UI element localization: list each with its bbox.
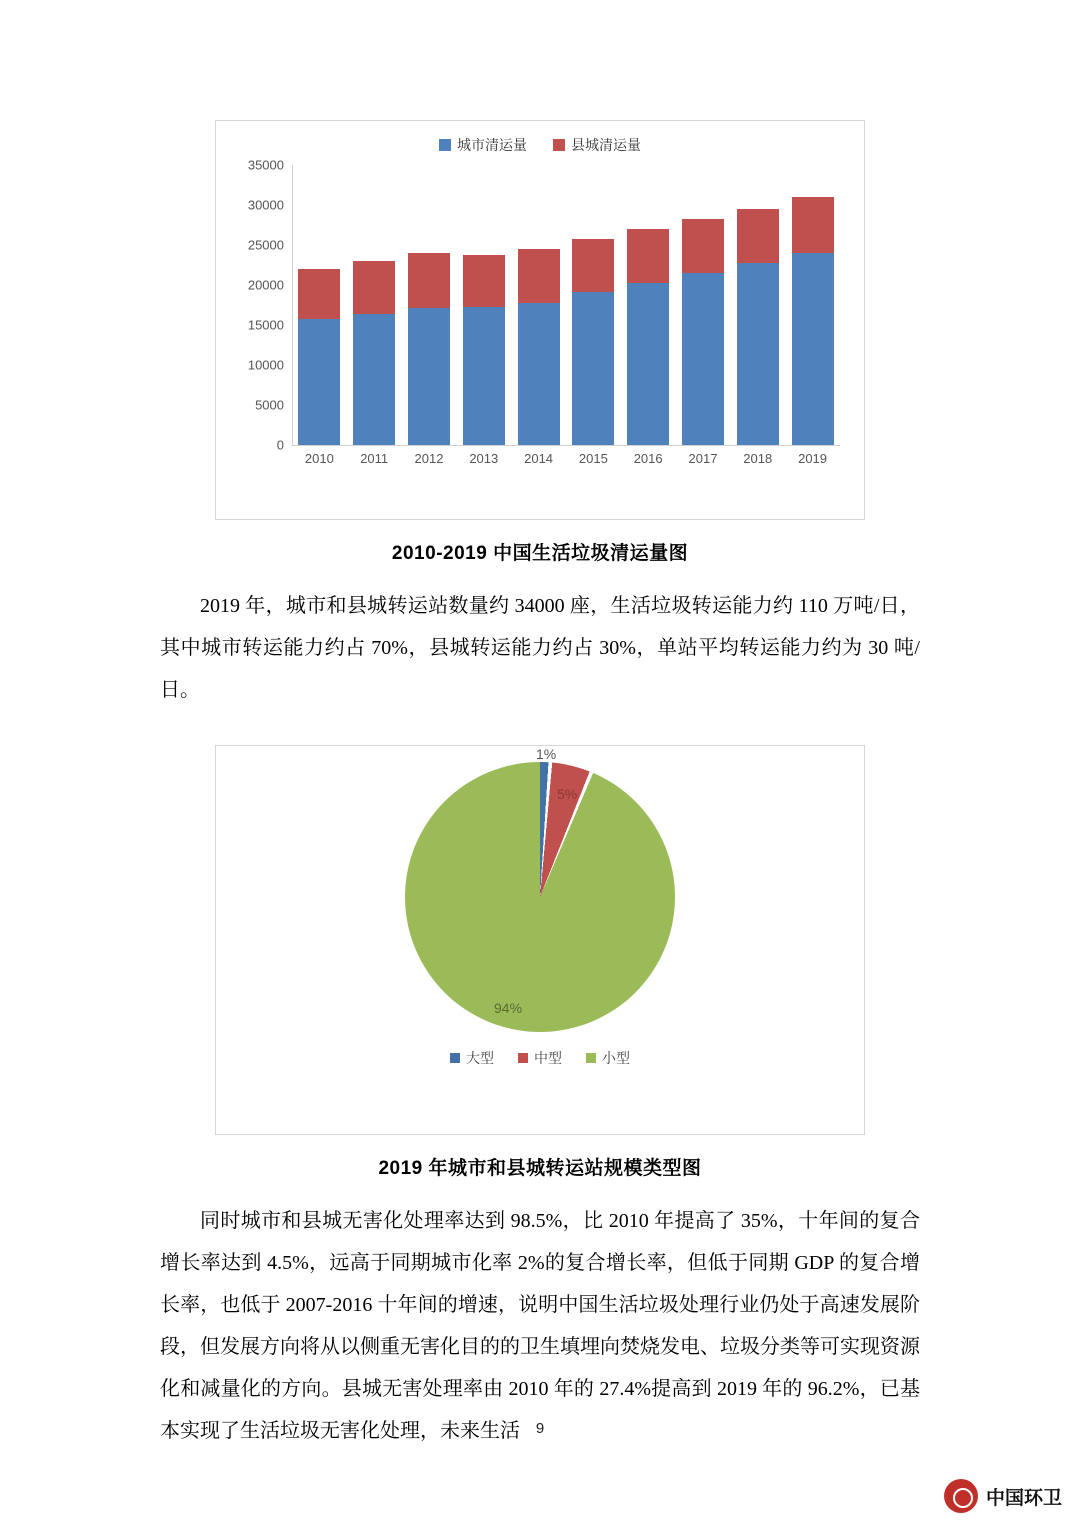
pie-graphic: [405, 762, 675, 1032]
legend-item-county: [553, 135, 641, 155]
legend-item-medium: [518, 1048, 562, 1068]
legend-label-small: 小型: [602, 1050, 630, 1066]
bar-segment-urban: [627, 283, 669, 445]
page-content: [160, 40, 920, 1472]
legend-label-medium: 中型: [534, 1050, 562, 1066]
legend-item-urban: [439, 135, 527, 155]
y-tick-20000: 20000: [247, 277, 284, 293]
x-label-2011: 2011: [360, 451, 389, 466]
x-label-2015: 2015: [578, 451, 608, 466]
pie-chart-caption: 2019 年城市和县城转运站规模类型图: [378, 1158, 702, 1179]
bar-segment-urban: [353, 314, 395, 445]
legend-swatch-small: [586, 1053, 596, 1063]
legend-item-small: [586, 1048, 630, 1068]
watermark-label: 中国环卫: [985, 1487, 1062, 1509]
bar-segment-urban: [737, 263, 779, 445]
bar-2010: [298, 165, 340, 445]
paragraph-transfer-stations: 2019 年，城市和县城转运站数量约 34000 座，生活垃圾转运能力约 110 万吨/日，其中城市转运能力约占 70%，县城转运能力约占 30%，单站平均转运能力约为 30 吨/日。: [160, 595, 920, 701]
x-label-2016: 2016: [633, 451, 663, 466]
bar-segment-urban: [298, 319, 340, 445]
bar-segment-urban: [408, 308, 450, 445]
x-label-2012: 2012: [414, 451, 444, 466]
bar-segment-county: [518, 249, 560, 303]
bar-segment-county: [463, 255, 505, 308]
bar-segment-urban: [792, 253, 834, 445]
y-tick-35000: 35000: [247, 157, 284, 173]
bar-2016: [627, 165, 669, 445]
legend-item-large: [450, 1048, 494, 1068]
bar-segment-county: [682, 219, 724, 273]
legend-label-urban: 城市清运量: [457, 137, 527, 153]
bar-segment-county: [792, 197, 834, 253]
pie-label-large: 1%: [536, 746, 557, 762]
bar-segment-county: [298, 269, 340, 319]
bar-segment-urban: [572, 292, 614, 445]
watermark: [944, 1479, 1062, 1513]
bar-segment-county: [408, 253, 450, 308]
bar-2019: [792, 165, 834, 445]
bar-segment-urban: [682, 273, 724, 445]
y-axis: [234, 157, 290, 453]
bar-segment-county: [737, 209, 779, 263]
legend-swatch-urban: [439, 139, 451, 151]
bar-segment-county: [627, 229, 669, 283]
bar-chart-plot: [234, 157, 846, 475]
x-label-2019: 2019: [798, 451, 828, 466]
x-axis-labels: [292, 451, 840, 466]
y-tick-0: 0: [276, 437, 284, 453]
seal-icon: [944, 1479, 978, 1513]
x-label-2010: 2010: [304, 451, 334, 466]
legend-swatch-county: [553, 139, 565, 151]
y-tick-10000: 10000: [247, 357, 284, 373]
x-label-2014: 2014: [524, 451, 554, 466]
bar-2012: [408, 165, 450, 445]
bar-2018: [737, 165, 779, 445]
bar-segment-county: [572, 239, 614, 293]
legend-swatch-large: [450, 1053, 460, 1063]
pie-label-small: 94%: [494, 1000, 523, 1016]
pie-chart-plot: [216, 746, 864, 1076]
bar-2014: [518, 165, 560, 445]
bar-chart-caption: 2010-2019 中国生活垃圾清运量图: [391, 543, 689, 564]
bar-chart-legend: [216, 121, 864, 155]
x-label-2018: 2018: [743, 451, 773, 466]
pie-chart-legend: [216, 1048, 864, 1068]
legend-label-large: 大型: [466, 1050, 494, 1066]
legend-swatch-medium: [518, 1053, 528, 1063]
pie-chart-figure: [215, 745, 865, 1135]
y-tick-15000: 15000: [247, 317, 284, 333]
bar-series-group: [292, 165, 840, 445]
y-tick-25000: 25000: [247, 237, 284, 253]
x-label-2017: 2017: [688, 451, 718, 466]
y-tick-5000: 5000: [255, 397, 284, 413]
y-tick-30000: 30000: [247, 197, 284, 213]
pie-label-medium: 5%: [557, 786, 578, 802]
bar-2013: [463, 165, 505, 445]
bar-2017: [682, 165, 724, 445]
bar-segment-urban: [463, 307, 505, 445]
paragraph-harmless-treatment: 同时城市和县城无害化处理率达到 98.5%，比 2010 年提高了 35%，十年间的复合增长率达到 4.5%，远高于同期城市化率 2%的复合增长率，但低于同期 GDP 的复合增长率，也低于 2007-2016 十年间的增速，说明中国生活垃圾处理行业仍处于高速发展阶段，但发展方向将从以侧重无害化目的的卫生填埋向焚烧发电、垃圾分类等可实现资源化和减量化的方向。县城无害处理率由 2010 年的 27.4%提高到 2019 年的 96.2%，已基本实现了生活垃圾无害化处理，未来生活: [160, 1210, 920, 1442]
bar-2015: [572, 165, 614, 445]
page-number: 9: [535, 1420, 545, 1437]
bar-chart-figure: [215, 120, 865, 520]
bar-segment-county: [353, 261, 395, 314]
bar-segment-urban: [518, 303, 560, 445]
bar-2011: [353, 165, 395, 445]
legend-label-county: 县城清运量: [571, 137, 641, 153]
x-label-2013: 2013: [469, 451, 499, 466]
